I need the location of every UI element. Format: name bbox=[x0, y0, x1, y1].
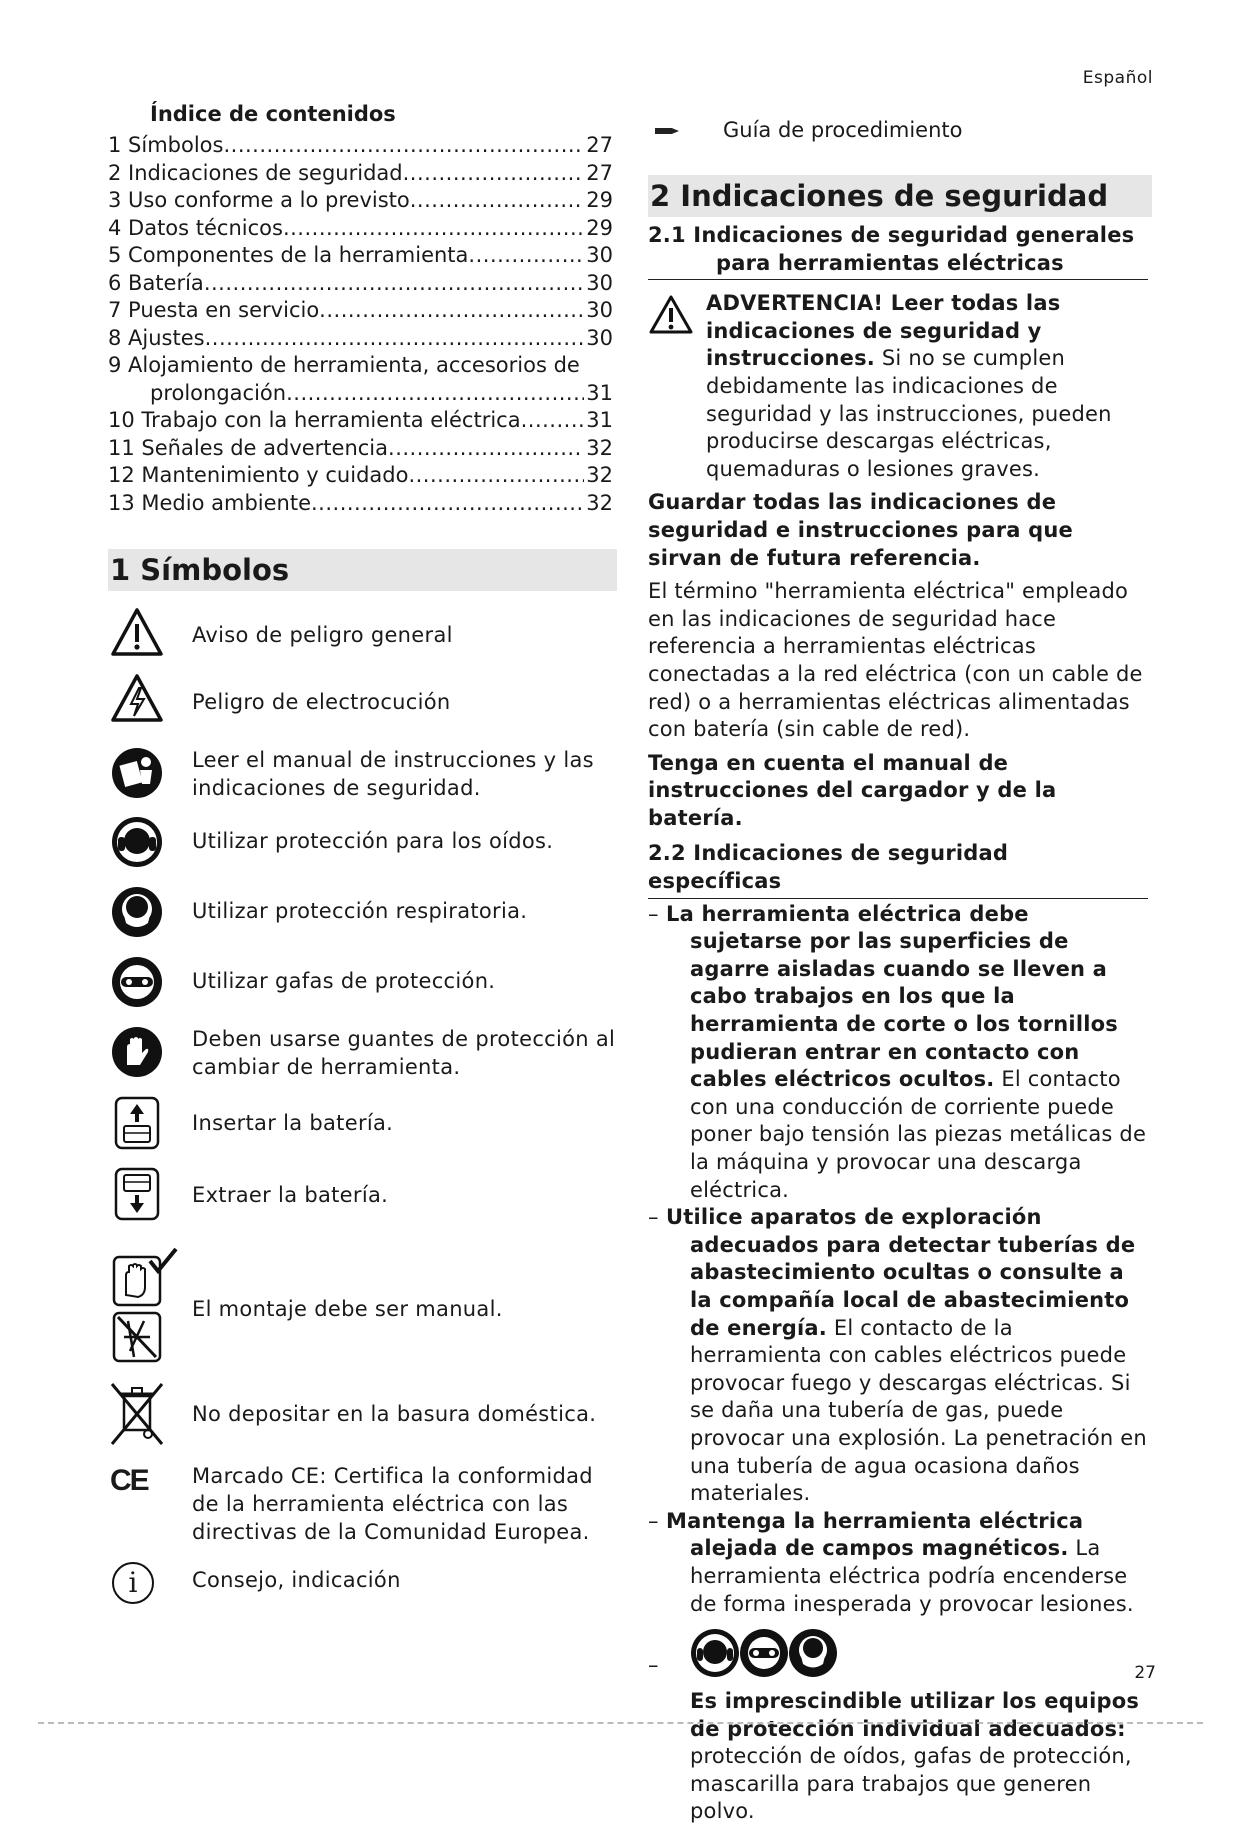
list-dash: – bbox=[648, 1653, 659, 1678]
toc-item-label: 6 Batería bbox=[108, 270, 204, 295]
info-icon: i bbox=[112, 1562, 154, 1604]
warning-text: Si no se cumplen debidamente las indicaciones de seguridad y las instrucciones, pueden producirse descargas eléctricas, quemaduras o lesiones graves. bbox=[706, 346, 1112, 481]
toc-item-label-continued: prolongación bbox=[150, 380, 287, 405]
toc-item-page: 30 bbox=[586, 298, 613, 322]
toc-item-label: 1 Símbolos bbox=[108, 133, 224, 157]
toc-item[interactable] bbox=[108, 407, 613, 435]
toc-item[interactable] bbox=[108, 270, 613, 298]
ppe-icons bbox=[690, 1626, 1148, 1682]
list-item-bold: Utilice aparatos de exploración adecuados para detectar tuberías de abastecimiento ocultas o consulte a la compañía local de abastecimiento de energía. bbox=[666, 1205, 1136, 1340]
toc-item-label: 5 Componentes de la herramienta bbox=[108, 243, 469, 267]
toc-item-page: 27 bbox=[586, 133, 613, 157]
toc-item-page: 29 bbox=[586, 188, 613, 212]
list-item bbox=[648, 1204, 1148, 1508]
symbol-text: Utilizar protección respiratoria. bbox=[192, 899, 528, 923]
subheading-line: 2.1 Indicaciones de seguridad generales bbox=[648, 223, 1135, 247]
procedure-guide bbox=[655, 118, 962, 142]
symbol-text: Extraer la batería. bbox=[192, 1183, 389, 1207]
symbol-text: No depositar en la basura doméstica. bbox=[192, 1402, 597, 1426]
list-dash: – bbox=[648, 1205, 659, 1230]
toc-item[interactable] bbox=[108, 297, 613, 325]
toc-item[interactable] bbox=[108, 132, 613, 160]
term-definition-text: El término "herramienta eléctrica" empleado en las indicaciones de seguridad hace referencia a herramientas eléctricas conectadas a la red eléctrica (con un cable de red) o a herramientas eléctricas alimentadas con batería (sin cable de red). bbox=[648, 579, 1143, 742]
toc-item-page: 32 bbox=[586, 490, 613, 515]
list-item-text: El contacto de la herramienta con cables eléctricos puede provocar fuego y descargas eléctricas. Si se daña una tubería de gas, puede provocar una explosión. La penetración en una tubería de agua ocasiona daños materiales. bbox=[690, 1315, 1147, 1506]
toc-item-page: 30 bbox=[586, 243, 613, 267]
symbol-text: Marcado CE: Certifica la conformidad de la herramienta eléctrica con las directivas de la Comunidad Europea. bbox=[192, 1464, 593, 1544]
list-dash: – bbox=[648, 901, 659, 926]
guide-text: Guía de procedimiento bbox=[723, 118, 963, 142]
subheading-general-safety bbox=[648, 222, 1148, 280]
symbol-text: Consejo, indicación bbox=[192, 1568, 401, 1592]
toc-item-page: 32 bbox=[586, 463, 613, 487]
toc-item-label: 13 Medio ambiente bbox=[108, 490, 311, 515]
ear-protection-icon bbox=[691, 1629, 739, 1677]
toc-item-page: 31 bbox=[586, 408, 613, 432]
list-item-bold: La herramienta eléctrica debe sujetarse por las superficies de agarre aisladas cuando se lleven a cabo trabajos en los que la herramienta de corte o los tornillos pudieran entrar en contacto con cables eléctricos ocultos. bbox=[666, 901, 1118, 1092]
toc-item[interactable] bbox=[108, 462, 613, 490]
manual-assembly-icon bbox=[110, 1247, 180, 1367]
toc-item-label: 12 Mantenimiento y cuidado bbox=[108, 463, 409, 487]
symbol-text: El montaje debe ser manual. bbox=[192, 1297, 503, 1321]
toc-item-page: 30 bbox=[586, 325, 613, 350]
warning-paragraph bbox=[648, 290, 1148, 483]
language-label: Español bbox=[1082, 68, 1153, 88]
toc-title: Índice de contenidos bbox=[150, 102, 396, 126]
toc-item-label: 7 Puesta en servicio bbox=[108, 298, 320, 322]
list-item-bold: Mantenga la herramienta eléctrica alejada de campos magnéticos. bbox=[666, 1508, 1084, 1561]
symbol-text: Leer el manual de instrucciones y las indicaciones de seguridad. bbox=[192, 748, 594, 800]
toc-item[interactable] bbox=[108, 160, 613, 188]
gloves-icon bbox=[110, 1025, 164, 1079]
general-danger-icon bbox=[110, 606, 164, 660]
goggles-icon bbox=[740, 1629, 788, 1677]
toc-item[interactable] bbox=[108, 242, 613, 270]
ppe-icon-group bbox=[690, 1626, 840, 1680]
symbol-text: Deben usarse guantes de protección al cambiar de herramienta. bbox=[192, 1027, 616, 1079]
insert-battery-icon bbox=[110, 1096, 164, 1150]
toc-item-page: 32 bbox=[586, 435, 613, 460]
toc-item[interactable] bbox=[108, 187, 613, 215]
list-item-text: El contacto con una conducción de corriente puede poner bajo tensión las piezas metálicas de la máquina y provocar una descarga eléctrica. bbox=[690, 1067, 1147, 1202]
respiratory-protection-icon bbox=[110, 885, 164, 939]
toc-item-label: 4 Datos técnicos bbox=[108, 215, 283, 240]
safety-heading: 2 Indicaciones de seguridad bbox=[648, 175, 1152, 217]
footer-divider bbox=[38, 1722, 1203, 1724]
respiratory-protection-icon bbox=[789, 1629, 837, 1677]
symbol-text: Utilizar gafas de protección. bbox=[192, 969, 496, 993]
list-dash: – bbox=[648, 1508, 659, 1533]
read-manual-icon bbox=[110, 746, 164, 800]
list-item bbox=[648, 901, 1148, 1205]
toc-item[interactable] bbox=[108, 435, 613, 463]
toc-item-label: 2 Indicaciones de seguridad bbox=[108, 160, 403, 185]
toc-list bbox=[108, 132, 613, 517]
toc-item[interactable] bbox=[108, 325, 613, 353]
subheading-specific-safety: 2.2 Indicaciones de seguridad específicas bbox=[648, 840, 1148, 898]
toc-item-label: 8 Ajustes bbox=[108, 325, 205, 350]
ce-mark-icon: CE bbox=[110, 1464, 148, 1497]
symbol-text: Insertar la batería. bbox=[192, 1111, 394, 1135]
no-household-waste-icon bbox=[110, 1382, 166, 1446]
toc-item[interactable] bbox=[108, 490, 613, 518]
ear-protection-icon bbox=[110, 815, 164, 869]
toc-item-label: 3 Uso conforme a lo previsto bbox=[108, 188, 410, 212]
symbol-text: Aviso de peligro general bbox=[192, 623, 453, 647]
ppe-text: protección de oídos, gafas de protección, mascarilla para trabajos que generen polvo. bbox=[690, 1744, 1132, 1824]
toc-item-page: 27 bbox=[586, 160, 613, 185]
toc-item-label: 10 Trabajo con la herramienta eléctrica bbox=[108, 408, 521, 432]
list-item bbox=[648, 1626, 1148, 1826]
toc-item-page: 29 bbox=[586, 215, 613, 240]
toc-item[interactable] bbox=[108, 352, 613, 407]
toc-item-label: 9 Alojamiento de herramienta, accesorios de bbox=[108, 353, 580, 377]
table-of-contents bbox=[108, 102, 613, 517]
toc-item-label: 11 Señales de advertencia bbox=[108, 435, 389, 460]
page-number: 27 bbox=[1134, 1663, 1156, 1683]
charger-manual-text: Tenga en cuenta el manual de instrucciones del cargador y de la batería. bbox=[648, 750, 1057, 830]
symbol-text: Utilizar protección para los oídos. bbox=[192, 829, 554, 853]
keep-instructions-text: Guardar todas las indicaciones de seguridad e instrucciones para que sirvan de futura referencia. bbox=[648, 490, 1073, 570]
list-item bbox=[648, 1508, 1148, 1618]
list-item-text: La herramienta eléctrica podría encenderse de forma inesperada y provocar lesiones. bbox=[690, 1536, 1134, 1616]
goggles-icon bbox=[110, 955, 164, 1009]
safety-content bbox=[648, 222, 1148, 1826]
toc-item-page: 31 bbox=[586, 380, 613, 405]
arrow-right-icon bbox=[655, 128, 679, 134]
warning-bold: ADVERTENCIA! Leer todas las indicaciones de seguridad y instrucciones. bbox=[706, 291, 1061, 371]
remove-battery-icon bbox=[110, 1167, 164, 1221]
subheading-line: para herramientas eléctricas bbox=[716, 250, 1064, 275]
electrocution-icon bbox=[110, 672, 164, 726]
symbol-text: Peligro de electrocución bbox=[192, 690, 451, 714]
ppe-bold: Es imprescindible utilizar los equipos de protección individual adecuados: bbox=[690, 1689, 1140, 1741]
symbols-heading: 1 Símbolos bbox=[108, 549, 617, 591]
toc-item[interactable] bbox=[108, 215, 613, 243]
warning-icon bbox=[648, 294, 694, 336]
toc-item-page: 30 bbox=[586, 270, 613, 295]
